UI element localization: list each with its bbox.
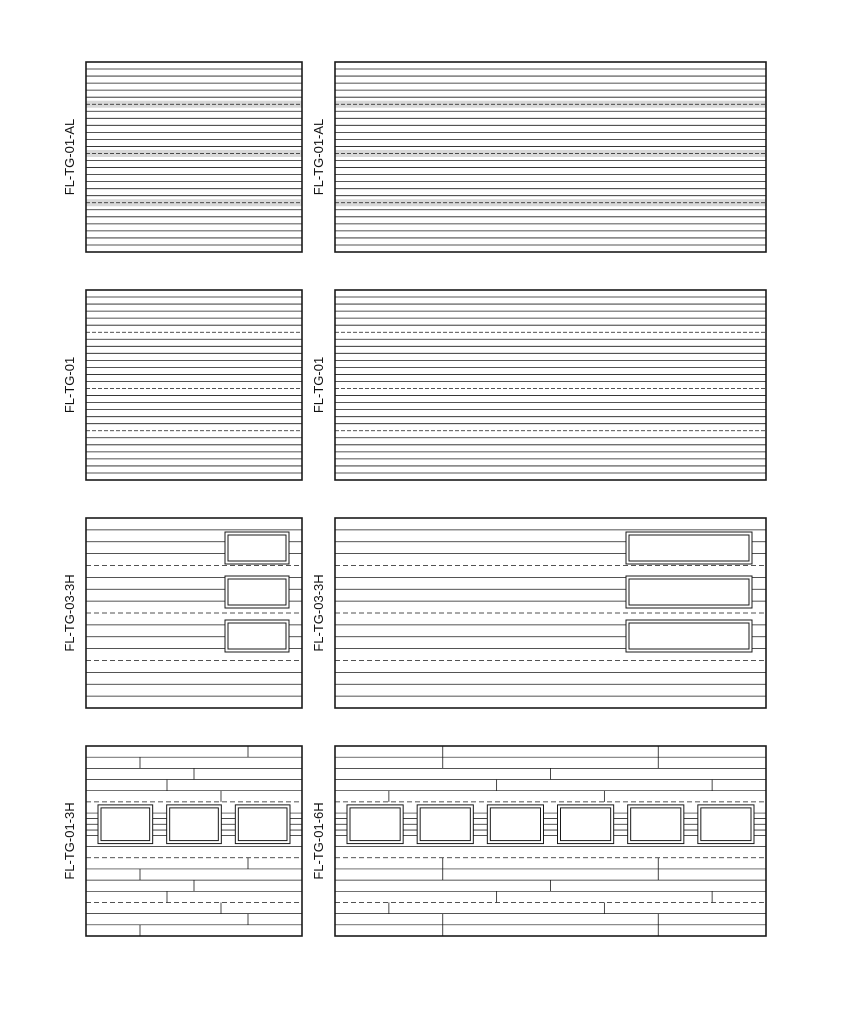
window-outer — [626, 620, 752, 652]
window-outer — [626, 576, 752, 608]
window-outer — [235, 805, 290, 844]
door-fl-tg-01-al-double[interactable] — [311, 62, 766, 252]
window-outer — [628, 805, 684, 844]
window-outer — [347, 805, 403, 844]
door-label: FL-TG-03-3H — [62, 574, 77, 652]
window-outer — [225, 532, 289, 564]
window-outer — [167, 805, 222, 844]
door-label: FL-TG-01-3H — [62, 802, 77, 880]
door-label: FL-TG-01 — [311, 356, 326, 414]
window-outer — [698, 805, 754, 844]
door-fl-tg-01-al-single[interactable] — [62, 62, 302, 252]
window-outer — [225, 620, 289, 652]
window-outer — [98, 805, 153, 844]
window-outer — [558, 805, 614, 844]
window-outer — [417, 805, 473, 844]
door-label: FL-TG-01-6H — [311, 802, 326, 880]
door-label: FL-TG-01 — [62, 356, 77, 414]
window-outer — [225, 576, 289, 608]
window-outer — [487, 805, 543, 844]
door-label: FL-TG-01-AL — [311, 118, 326, 196]
door-label: FL-TG-03-3H — [311, 574, 326, 652]
door-label: FL-TG-01-AL — [62, 118, 77, 196]
window-outer — [626, 532, 752, 564]
